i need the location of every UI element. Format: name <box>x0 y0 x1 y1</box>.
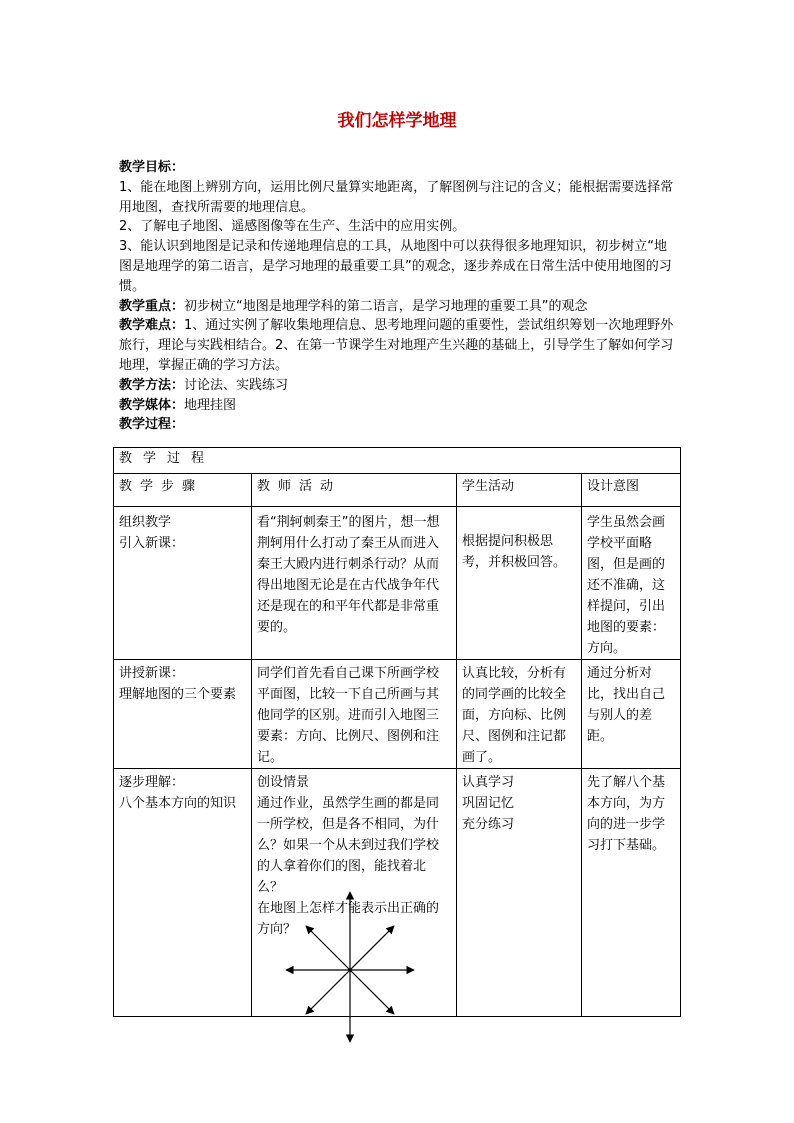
media <box>119 396 679 416</box>
teacher-cell: 同学们首先看自己课下所画学校平面图，比较一下自己所画与其他同学的区别。进而引入地图三要素：方向、比例尺、图例和注记。 <box>252 660 457 769</box>
teacher-cell: 看“荆轲刺秦王”的图片，想一想荆轲用什么打动了秦王从而进入秦王大殿内进行刺杀行动？从而得出地图无论是在古代战争年代还是现在的和平年代都是非常重要的。 <box>252 507 457 660</box>
difficulty-label: 教学难点： <box>119 318 185 334</box>
teacher-line: 在地图上怎样才能表示出正确的方向？ <box>257 901 440 937</box>
key-point-label: 教学重点： <box>119 298 185 314</box>
key-point-text: 初步树立“地图是地理学科的第二语言，是学习地理的重要工具”的观念 <box>184 298 588 314</box>
difficulty-text: 1、通过实例了解收集地理信息、思考地理问题的重要性，尝试组织筹划一次地理野外旅行，理论与实践相结合。2、在第一节课学生对地理产生兴趣的基础上，引导学生了解如何学习地理，掌握正确的学习方法。 <box>119 318 674 373</box>
goal-item: 2、了解电子地图、遥感图像等在生产、生活中的应用实例。 <box>119 219 466 235</box>
process-heading: 教学过程： <box>119 417 185 433</box>
student-line: 巩固记忆 <box>462 796 515 811</box>
student-cell: 根据提问积极思考，并积极回答。 <box>457 507 582 660</box>
intent-cell: 先了解八个基本方向，为方向的进一步学习打下基础。 <box>582 769 681 1017</box>
header-student: 学生活动 <box>457 474 582 507</box>
media-label: 教学媒体： <box>119 397 185 413</box>
method-label: 教学方法： <box>119 377 185 393</box>
method-text: 讨论法、实践练习 <box>184 377 289 393</box>
eight-direction-compass-icon <box>284 890 416 1044</box>
goal-item: 1、能在地图上辨别方向，运用比例尺量算实地距离，了解图例与注记的含义；能根据需要选择常用地图，查找所需要的地理信息。 <box>119 179 674 215</box>
teacher-line: 创设情景 <box>257 775 310 790</box>
student-line: 认真学习 <box>462 775 515 790</box>
lesson-intro <box>119 158 679 435</box>
table-header-row <box>114 474 681 507</box>
difficulty <box>119 316 679 375</box>
intent-cell: 通过分析对比，找出自己与别人的差距。 <box>582 660 681 769</box>
step-cell <box>114 660 252 769</box>
method <box>119 376 679 396</box>
table-row <box>114 507 681 660</box>
media-text: 地理挂图 <box>184 397 237 413</box>
table-title-row <box>114 448 681 474</box>
step-cell <box>114 507 252 660</box>
step-line: 八个基本方向的知识 <box>119 796 237 811</box>
header-intent: 设计意图 <box>582 474 681 507</box>
step-line: 讲授新课： <box>119 666 185 681</box>
teacher-line: 通过作业，虽然学生画的都是同一所学校，但是各不相同，为什么？如果一个从未到过我们学校的人拿着你们的图，能找着北么？ <box>257 796 440 895</box>
goals-heading: 教学目标： <box>119 160 185 175</box>
intent-cell: 学生虽然会画学校平面略图，但是画的还不准确，这样提问，引出地图的要素：方向。 <box>582 507 681 660</box>
step-line: 引入新课： <box>119 536 185 551</box>
table-row <box>114 660 681 769</box>
step-line: 逐步理解： <box>119 775 185 790</box>
step-line: 理解地图的三个要素 <box>119 687 237 702</box>
student-cell: 认真比较，分析有的同学画的比较全面，方向标、比例尺、图例和注记都画了。 <box>457 660 582 769</box>
step-cell <box>114 769 252 1017</box>
step-line: 组织教学 <box>119 515 172 530</box>
key-point <box>119 297 679 317</box>
student-line: 充分练习 <box>462 817 515 832</box>
page-title: 我们怎样学地理 <box>337 111 457 131</box>
table-title: 教学过程 <box>114 448 681 474</box>
goal-item: 3、能认识到地图是记录和传递地理信息的工具，从地图中可以获得很多地理知识，初步树立“地图是地理学的第二语言，是学习地理的最重要工具”的观念，逐步养成在日常生活中使用地图的习惯。 <box>119 239 672 294</box>
header-step: 教学步骤 <box>114 474 252 507</box>
header-teacher: 教师活动 <box>252 474 457 507</box>
student-cell <box>457 769 582 1017</box>
